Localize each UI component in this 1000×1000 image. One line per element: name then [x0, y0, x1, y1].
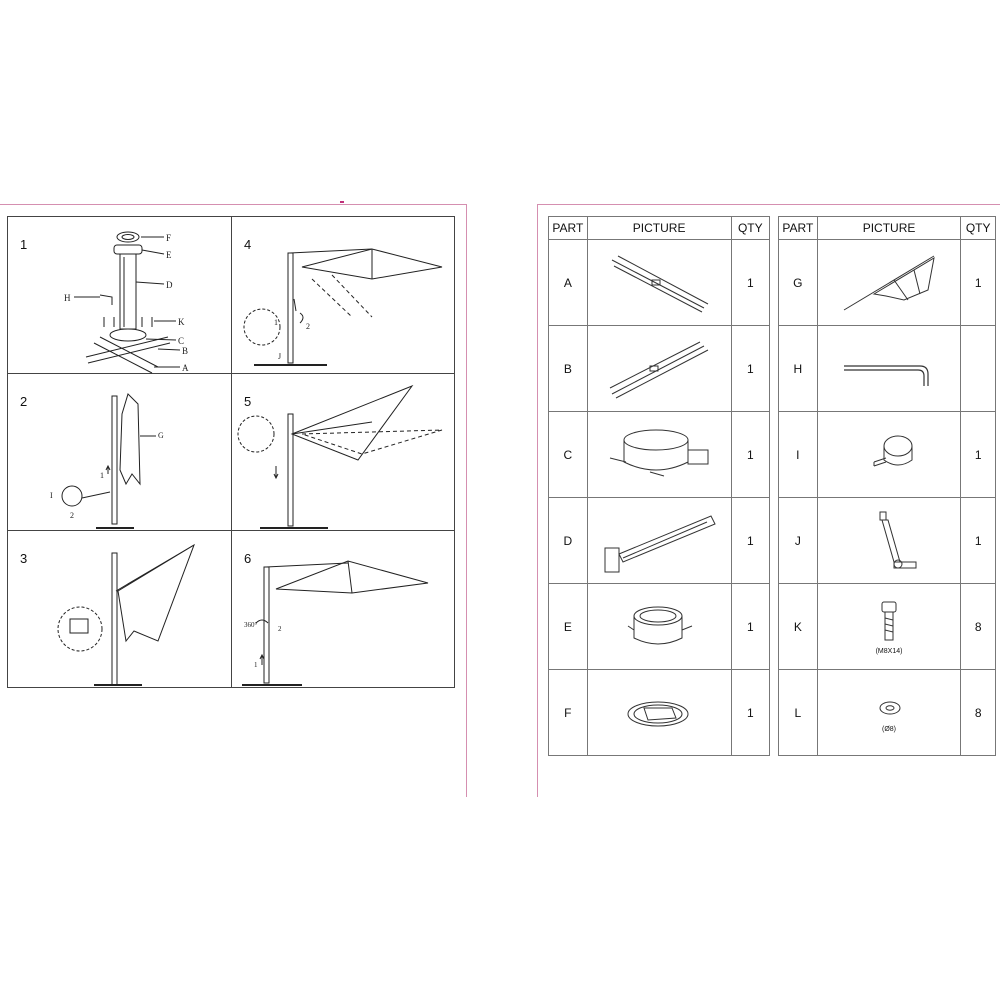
table-row [779, 240, 996, 326]
callout-label: 1 [254, 661, 258, 669]
bolt-icon [834, 598, 944, 646]
part-qty: 1 [731, 412, 769, 498]
step-number: 1 [20, 237, 28, 252]
part-qty [961, 326, 996, 412]
table-row [549, 584, 770, 670]
callout-label: B [182, 346, 189, 356]
callout-label: 1 [100, 471, 104, 480]
column-header-part: PART [779, 217, 818, 240]
callout-label: A [182, 363, 189, 373]
table-row [549, 240, 770, 326]
callout-label: 1 [274, 318, 278, 327]
crank-handle-icon [834, 506, 944, 576]
callout-label: 2 [278, 625, 282, 633]
callout-label: 2 [306, 322, 310, 331]
washer-icon [834, 692, 944, 724]
callout-label: D [166, 280, 173, 290]
part-qty: 8 [961, 584, 996, 670]
step-number: 5 [244, 394, 252, 409]
column-header-picture: PICTURE [817, 217, 961, 240]
part-qty: 1 [731, 326, 769, 412]
part-letter: D [549, 498, 588, 584]
part-letter: E [549, 584, 588, 670]
callout-label: 2 [70, 511, 74, 520]
step-number: 4 [244, 237, 252, 252]
part-letter: B [549, 326, 588, 412]
part-size-note: (Ø8) [882, 726, 897, 733]
column-header-part: PART [549, 217, 588, 240]
part-letter: C [549, 412, 588, 498]
part-qty: 1 [731, 670, 769, 756]
allen-key-icon [834, 336, 944, 402]
step-1 [8, 217, 232, 374]
part-qty: 1 [731, 240, 769, 326]
table-row [549, 326, 770, 412]
column-header-picture: PICTURE [587, 217, 731, 240]
callout-label: E [166, 250, 172, 260]
table-row [549, 412, 770, 498]
callout-label: C [178, 336, 185, 346]
part-qty: 1 [731, 584, 769, 670]
callout-label: F [166, 233, 172, 243]
part-qty: 1 [731, 498, 769, 584]
rotate-illustration [232, 531, 456, 688]
table-row [549, 670, 770, 756]
part-letter: F [549, 670, 588, 756]
table-row [779, 412, 996, 498]
column-header-qty: QTY [731, 217, 769, 240]
part-size-note: (M8X14) [875, 648, 903, 655]
canopy-tilt-illustration [232, 374, 456, 531]
step-4 [232, 217, 456, 374]
part-qty: 1 [961, 498, 996, 584]
part-letter: H [779, 326, 818, 412]
base-assembly-illustration [8, 217, 232, 374]
step-number: 6 [244, 551, 252, 566]
callout-label: K [178, 317, 185, 327]
step-number: 3 [20, 551, 28, 566]
crop-mark [340, 201, 344, 203]
step-6 [232, 531, 456, 688]
step-3 [8, 531, 232, 688]
canopy-attach-illustration [8, 374, 232, 531]
step-2 [8, 374, 232, 531]
parts-table-left [548, 216, 770, 756]
part-letter: A [549, 240, 588, 326]
column-header-qty: QTY [961, 217, 996, 240]
part-letter: G [779, 240, 818, 326]
canopy-open-illustration [8, 531, 232, 688]
part-qty: 8 [961, 670, 996, 756]
table-row [779, 498, 996, 584]
assembly-steps-panel [7, 216, 455, 688]
knob-screw-icon [834, 422, 944, 488]
part-letter: J [779, 498, 818, 584]
parts-table-right [778, 216, 996, 756]
table-row [779, 584, 996, 670]
callout-label: H [64, 293, 71, 303]
cap-ring-icon [604, 680, 714, 746]
step-5 [232, 374, 456, 531]
part-letter: L [779, 670, 818, 756]
support-arm-icon [599, 508, 719, 574]
rotation-collar-icon [604, 594, 714, 660]
table-row [779, 326, 996, 412]
base-cross-bar-icon [604, 250, 714, 316]
callout-label: J [278, 352, 282, 361]
part-qty: 1 [961, 412, 996, 498]
umbrella-canopy-icon [834, 250, 944, 316]
base-cross-bar-icon [604, 336, 714, 402]
callout-label: G [158, 431, 164, 440]
tilt-crank-illustration [232, 217, 456, 374]
step-number: 2 [20, 394, 28, 409]
part-letter: I [779, 412, 818, 498]
callout-label: 360° [244, 621, 258, 629]
part-qty: 1 [961, 240, 996, 326]
part-letter: K [779, 584, 818, 670]
callout-label: I [50, 491, 53, 500]
table-row [779, 670, 996, 756]
table-row [549, 498, 770, 584]
base-hub-icon [604, 422, 714, 488]
